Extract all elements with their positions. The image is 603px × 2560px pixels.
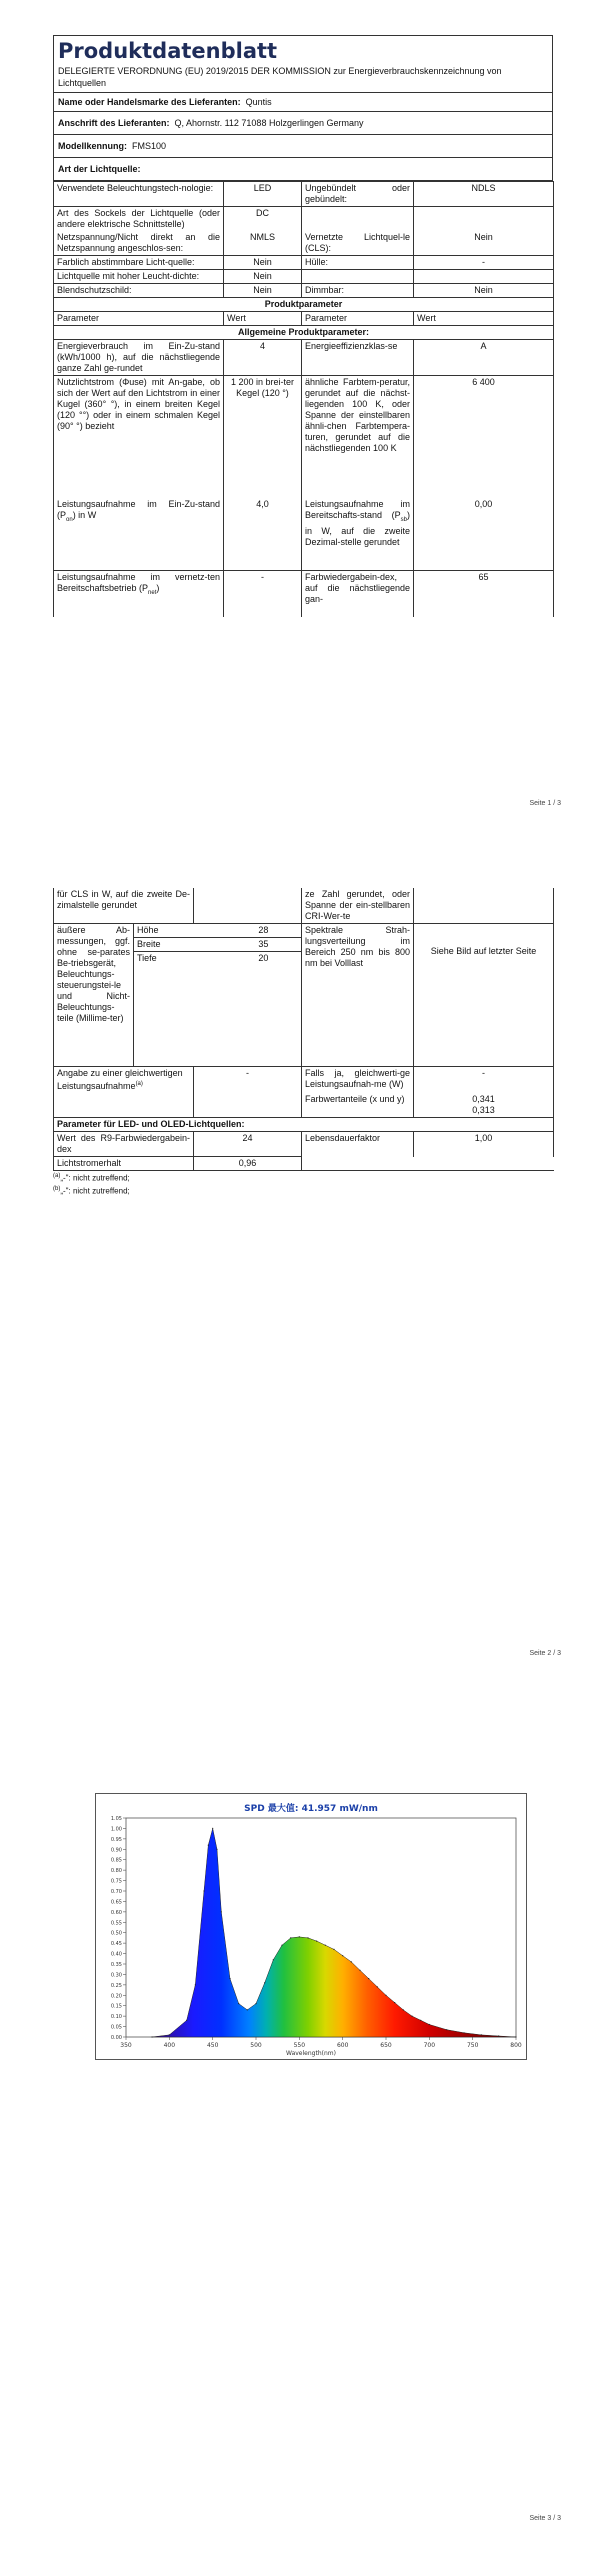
param-label-end: ) (156, 583, 160, 593)
param-label (302, 270, 414, 284)
section-header-row (54, 1118, 554, 1132)
param-value: Nein (224, 256, 302, 270)
y-tick-label: 0.15 (110, 2003, 122, 2010)
table-row (54, 376, 554, 499)
chroma-y: 0,313 (472, 1105, 495, 1115)
param-value (194, 888, 302, 924)
param-label: Hülle: (302, 256, 414, 270)
table-row (54, 284, 554, 298)
x-tick-label: 350 (120, 2042, 132, 2049)
param-value: - (224, 571, 302, 618)
table-row (54, 256, 554, 270)
param-label-text: Angabe zu einer gleichwertigen Leistungsaufnahme (57, 1068, 183, 1091)
x-tick-label: 750 (466, 2042, 479, 2049)
x-tick-label: 650 (380, 2042, 392, 2049)
y-tick-label: 0.85 (110, 1857, 122, 1864)
spd-point (351, 1961, 352, 1962)
param-value: 65 (414, 571, 554, 618)
param-label-sup: (a) (135, 1081, 143, 1087)
spd-point (247, 2009, 248, 2010)
spd-chart-svg (96, 1794, 526, 2059)
table-row (54, 1157, 554, 1171)
y-tick-label: 0.70 (110, 1889, 122, 1895)
y-tick-label: 0.65 (110, 1899, 122, 1906)
y-tick-label: 0.95 (110, 1836, 122, 1843)
spd-point (203, 1890, 204, 1891)
table-row (54, 182, 554, 207)
param-label: Verwendete Beleuchtungstech-nologie: (54, 182, 224, 207)
param-value: DC (224, 207, 302, 232)
param-value: - (414, 256, 554, 270)
param-label: äußere Ab-messungen, ggf. ohne se-parates Be-triebsgerät, Beleuchtungs-steuerungstei-le und Nicht-Beleuchtungs-teile (Millime-ter) (54, 924, 134, 1067)
param-label: Spektrale Strah-lungsverteilung im Bereich 250 nm bis 800 nm bei Volllast (302, 924, 414, 1067)
section-header-row (54, 298, 554, 312)
y-tick-label: 0.80 (110, 1868, 122, 1875)
spd-point (515, 2036, 516, 2037)
param-value: 0,96 (194, 1157, 302, 1171)
page-footer: Seite 3 / 3 (529, 2515, 561, 2522)
table-row (54, 231, 554, 256)
param-label: Energieverbrauch im Ein-Zu-stand (kWh/1000 h), auf die nächstliegende ganze Zahl ge-rundet (54, 340, 224, 376)
param-label: Falls ja, gleichwerti-ge Leistungsaufnah-me (W) (302, 1067, 414, 1094)
table-row (54, 270, 554, 284)
param-label (54, 1067, 194, 1094)
param-value: 6 400 (414, 376, 554, 499)
spd-point (238, 2003, 239, 2004)
param-label: Farblich abstimmbare Licht-quelle: (54, 256, 224, 270)
y-tick-label: 0.20 (110, 1993, 122, 2000)
type-row (53, 158, 553, 181)
y-tick-label: 0.25 (110, 1982, 122, 1989)
param-value: 0,00 (414, 498, 554, 571)
param-value (414, 207, 554, 232)
param-value: Nein (224, 270, 302, 284)
param-value (414, 888, 554, 924)
param-value: Siehe Bild auf letzter Seite (414, 924, 554, 1067)
spd-point (463, 2032, 464, 2033)
y-tick-label: 0.50 (110, 1930, 122, 1937)
param-value: NMLS (224, 231, 302, 256)
spd-point (208, 1845, 209, 1846)
x-tick-label: 600 (336, 2042, 349, 2049)
column-header: Wert (224, 312, 302, 326)
dim-name: Breite (134, 938, 226, 952)
chroma-x: 0,341 (472, 1094, 495, 1104)
y-tick-label: 1.00 (110, 1826, 122, 1833)
spd-point (216, 1849, 217, 1850)
param-value: 4,0 (224, 498, 302, 571)
spd-point (333, 1949, 334, 1950)
spd-point (264, 1982, 265, 1983)
section-header-row (54, 326, 554, 340)
param-label-text: Leistungsaufnahme im Bereitschafts-stand (P (305, 499, 410, 520)
param-label: ähnliche Farbtem-peratur, gerundet auf die nächst-liegenden 100 K, oder Spanne der einstellbaren ähnli-chen Farbtempera-turen, gerundet auf die nächstliegenden 100 K (302, 376, 414, 499)
supplier-row (53, 92, 553, 112)
param-label (54, 1093, 194, 1118)
param-label: Ungebündelt oder gebündelt: (302, 182, 414, 207)
param-label (302, 498, 414, 571)
spd-point (273, 1959, 274, 1960)
column-header: Parameter (54, 312, 224, 326)
x-tick-label: 550 (293, 2042, 306, 2049)
spd-point (221, 1911, 222, 1912)
y-tick-label: 0.60 (110, 1909, 122, 1916)
spd-point (377, 1986, 378, 1987)
y-tick-label: 0.05 (110, 2024, 122, 2031)
model-value: FMS100 (132, 141, 167, 151)
x-tick-label: 450 (206, 2042, 219, 2049)
param-value: - (414, 1067, 554, 1094)
param-value: Nein (414, 284, 554, 298)
param-label: Lebensdauerfaktor (302, 1132, 414, 1157)
spd-point (299, 1936, 300, 1937)
spd-point (151, 2036, 152, 2037)
type-label: Art der Lichtquelle: (58, 164, 141, 174)
spd-point (290, 1937, 291, 1938)
param-value: 1,00 (414, 1132, 554, 1157)
page-title: Produktdatenblatt (58, 39, 278, 63)
page-2 (0, 880, 603, 1680)
param-label (54, 571, 224, 618)
param-value: 1 200 in brei-ter Kegel (120 °) (224, 376, 302, 499)
column-header-row (54, 312, 554, 326)
y-tick-label: 0.75 (110, 1878, 122, 1885)
footnote-marker: (b) (53, 1185, 61, 1192)
page-1 (0, 0, 603, 820)
spd-point (255, 2003, 256, 2004)
table-row (54, 1132, 554, 1157)
param-value: Nein (224, 284, 302, 298)
param-label (54, 498, 224, 571)
param-value: NDLS (414, 182, 554, 207)
param-value (414, 270, 554, 284)
footnote-text: „-": nicht zutreffend; (60, 1173, 130, 1183)
param-value: LED (224, 182, 302, 207)
title-box (53, 35, 553, 92)
param-label-end: ) in W (72, 510, 97, 520)
spd-point (368, 1978, 369, 1979)
dims-cell (134, 924, 302, 1067)
page-subtitle: DELEGIERTE VERORDNUNG (EU) 2019/2015 DER KOMMISSION zur Energieverbrauchskennzeichnung von Lichtquellen (58, 66, 502, 88)
address-value: Q, Ahornstr. 112 71088 Holzgerlingen Germany (174, 118, 364, 128)
y-tick-label: 1.05 (110, 1816, 122, 1822)
spd-point (394, 2002, 395, 2003)
y-tick-label: 0.30 (110, 1972, 122, 1979)
footnote-marker: (a) (53, 1173, 61, 1179)
table-row (54, 498, 554, 571)
empty-cell (302, 1157, 414, 1171)
spd-point (186, 2020, 187, 2021)
param-label: Farbwertanteile (x und y) (302, 1093, 414, 1118)
page-footer: Seite 1 / 3 (529, 800, 561, 807)
param-label: Farbwiedergabein-dex, auf die nächstliegende gan- (302, 571, 414, 618)
parameter-table-cont (53, 888, 554, 1171)
param-label-sub: sb (400, 516, 407, 523)
model-label: Modellkennung: (58, 141, 127, 151)
param-label: ze Zahl gerundet, oder Spanne der ein-stellbaren CRI-Wer-te (302, 888, 414, 924)
param-label: Netzspannung/Nicht direkt an die Netzspannung angeschlos-sen: (54, 231, 224, 256)
param-label: für CLS in W, auf die zweite De-zimalstelle gerundet (54, 888, 194, 924)
spd-point (420, 2020, 421, 2021)
param-label: Lichtquelle mit hoher Leucht-dichte: (54, 270, 224, 284)
footnote-b (53, 1184, 553, 1197)
param-label: Blendschutzschild: (54, 284, 224, 298)
dims-row (134, 938, 301, 952)
spd-point (169, 2034, 170, 2035)
spd-point (403, 2009, 404, 2010)
dim-name: Höhe (134, 924, 226, 938)
section-title: Allgemeine Produktparameter: (54, 326, 554, 340)
lightsource-type-table (53, 181, 554, 617)
x-tick-label: 400 (163, 2042, 176, 2049)
empty-cell (414, 1157, 554, 1171)
spd-point (342, 1955, 343, 1956)
chart-title: SPD 最大值: 41.957 mW/nm (244, 1804, 378, 1814)
y-tick-label: 0.35 (110, 1962, 122, 1968)
spd-point (481, 2034, 482, 2035)
dim-value: 28 (226, 924, 301, 938)
param-label-text: Leistungsaufnahme im Ein-Zu-stand (P (57, 499, 220, 520)
spd-point (212, 1828, 213, 1829)
datasheet-page1 (53, 35, 553, 617)
dims-row (134, 924, 301, 938)
spd-point (229, 1978, 230, 1979)
spd-point (307, 1937, 308, 1938)
dim-name: Tiefe (137, 953, 157, 963)
param-value: 24 (194, 1132, 302, 1157)
table-row (54, 924, 554, 1067)
spd-chart (95, 1793, 527, 2060)
dims-table (134, 924, 301, 965)
page-footer: Seite 2 / 3 (529, 1650, 561, 1657)
param-label-text: Leistungsaufnahme im vernetz-ten Bereitschaftsbetrieb (P (57, 572, 220, 593)
address-label: Anschrift des Lieferanten: (58, 118, 170, 128)
param-value: 4 (224, 340, 302, 376)
supplier-label: Name oder Handelsmarke des Lieferanten: (58, 97, 241, 107)
param-label-sub: net (148, 589, 157, 596)
dim-value: 35 (226, 938, 301, 952)
param-value: A (414, 340, 554, 376)
address-row (53, 112, 553, 135)
x-tick-label: 700 (423, 2042, 436, 2049)
param-value (194, 1093, 302, 1118)
table-row (54, 571, 554, 618)
param-label (302, 207, 414, 232)
spd-point (195, 1984, 196, 1985)
param-label: Wert des R9-Farbwiedergabein-dex (54, 1132, 194, 1157)
y-tick-label: 0.00 (110, 2035, 122, 2041)
param-value: - (194, 1067, 302, 1094)
section-title: Produktparameter (54, 298, 554, 312)
y-tick-label: 0.90 (110, 1847, 122, 1854)
column-header: Wert (414, 312, 554, 326)
datasheet-page2 (53, 888, 553, 1196)
footnote-text: „-": nicht zutreffend; (60, 1186, 130, 1196)
param-label: Dimmbar: (302, 284, 414, 298)
y-tick-label: 0.55 (110, 1920, 122, 1927)
spd-point (316, 1941, 317, 1942)
column-header: Parameter (302, 312, 414, 326)
footnote-a (53, 1171, 553, 1184)
spd-point (411, 2016, 412, 2017)
plot-area (111, 1816, 522, 2049)
table-row (54, 340, 554, 376)
chart-xlabel: Wavelength(nm) (286, 2050, 336, 2057)
param-label: Nutzlichtstrom (Φuse) mit An-gabe, ob sich der Wert auf den Lichtstrom in einer Kugel (360° °), in einem breiten Kegel (120 °°) oder in einem schmalen Kegel (90° °) bezieht (54, 376, 224, 499)
supplier-value: Quntis (245, 97, 272, 107)
param-label: Lichtstromerhalt (54, 1157, 194, 1171)
param-value: Nein (414, 231, 554, 256)
section-title: Parameter für LED- und OLED-Lichtquellen: (54, 1118, 554, 1132)
spd-point (359, 1970, 360, 1971)
dim-value: 20 (258, 953, 269, 963)
table-row (54, 207, 554, 232)
x-tick-label: 800 (510, 2042, 522, 2049)
y-tick-label: 0.40 (110, 1951, 122, 1958)
param-label: Energieeffizienzklas-se (302, 340, 414, 376)
x-tick-label: 500 (250, 2042, 262, 2049)
spd-point (325, 1945, 326, 1946)
param-value (414, 1093, 554, 1118)
y-tick-label: 0.45 (110, 1941, 122, 1948)
param-label: Art des Sockels der Lichtquelle (oder andere elektrische Schnittstelle) (54, 207, 224, 232)
spd-point (429, 2024, 430, 2025)
param-label-end: ) in W, auf die zweite Dezimal-stelle gerundet (305, 510, 410, 547)
spd-point (281, 1945, 282, 1946)
spd-point (446, 2029, 447, 2030)
table-row (54, 1093, 554, 1118)
spd-point (498, 2035, 499, 2036)
y-tick-label: 0.10 (110, 2014, 122, 2021)
table-row (54, 1067, 554, 1094)
param-label-sub: on (66, 516, 73, 523)
param-label: Vernetzte Lichtquel-le (CLS): (302, 231, 414, 256)
table-row (54, 888, 554, 924)
dims-row (134, 952, 301, 966)
model-row (53, 135, 553, 158)
spd-point (385, 1995, 386, 1996)
spd-area (152, 1828, 516, 2037)
